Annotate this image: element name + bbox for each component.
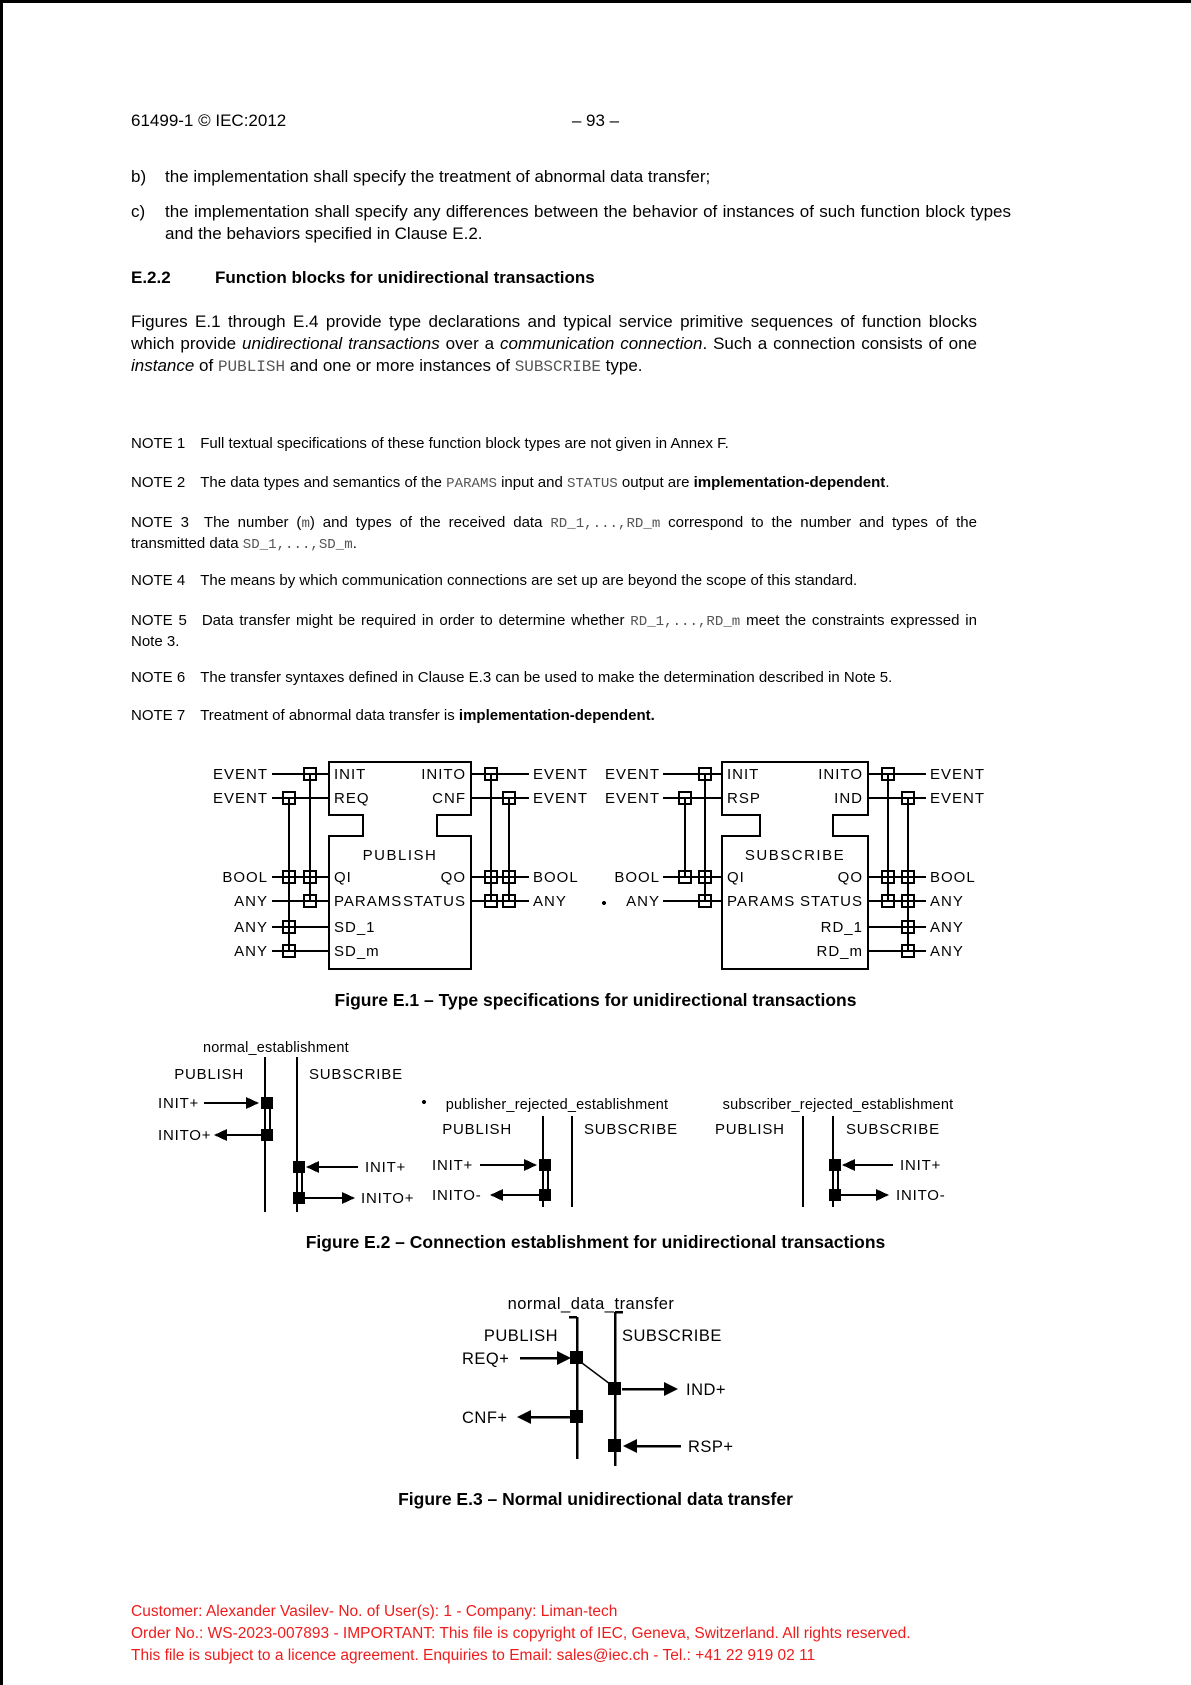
pin-label-ind: IND [834, 790, 863, 807]
note-label: NOTE 6 [131, 669, 186, 686]
list-marker-b: b) [131, 167, 147, 186]
note-label: NOTE 2 [131, 474, 186, 491]
note-text: The transfer syntaxes defined in Clause E.3 can be used to make the determination described in Note 5. [200, 669, 893, 686]
lifeline-label-subscribe: SUBSCRIBE [584, 1121, 678, 1138]
pin-label-req: REQ [334, 790, 370, 807]
figure-e3-diagram [0, 1295, 1191, 1480]
type-label: ANY [930, 919, 964, 936]
event-label-init-plus: INIT+ [365, 1159, 407, 1176]
intro-italic: instance [131, 356, 195, 375]
licence-footer [131, 1601, 1071, 1667]
subscribe-block-labels [605, 766, 985, 960]
footer-licence-line: This file is subject to a licence agreement. Enquiries to Email: sales@iec.ch - Tel.: +41 22 919 02 11 [131, 1647, 816, 1664]
note-text: Data transfer might be required in order to determine whether [201, 612, 631, 629]
note-5 [131, 611, 977, 652]
sequence-subscriber-rejected [715, 1097, 953, 1207]
type-label: ANY [930, 893, 964, 910]
publish-block [272, 762, 529, 969]
sequence-title: normal_establishment [203, 1040, 349, 1056]
intro-run: and one or more instances of [285, 356, 515, 375]
note-text: output are [617, 474, 694, 491]
list-item-c [131, 201, 1011, 245]
causal-link [582, 1363, 610, 1384]
type-label: ANY [234, 919, 268, 936]
sequence-normal-establishment [158, 1040, 414, 1212]
pin-label-inito: INITO [421, 766, 466, 783]
pin-label-status: STATUS [800, 893, 863, 910]
lifeline-label-subscribe: SUBSCRIBE [309, 1066, 403, 1083]
subscribe-block [663, 762, 926, 969]
intro-run: type. [600, 356, 643, 375]
note-bold: implementation-dependent. [458, 707, 655, 724]
event-label-req-plus: REQ+ [462, 1350, 510, 1368]
note-text: meet the constraints expressed in Note 3. [131, 612, 977, 650]
note-2 [131, 473, 977, 494]
note-bold: implementation-dependent [693, 474, 886, 491]
figure-e1-caption: Figure E.1 – Type specifications for unidirectional transactions [334, 990, 857, 1010]
event-label-ind-plus: IND+ [686, 1381, 727, 1399]
type-label: EVENT [930, 766, 986, 783]
status-ref: STATUS [566, 476, 618, 492]
publish-block-labels [213, 766, 588, 960]
type-label: BOOL [614, 869, 660, 886]
pin-label-sd1: SD_1 [334, 919, 376, 936]
note-text: Full textual specifications of these function block types are not given in Annex F. [200, 435, 729, 452]
intro-run: . Such a connection consists of one [702, 334, 977, 353]
event-label-inito-minus: INITO- [896, 1187, 946, 1204]
note-1 [131, 434, 977, 454]
event-label-init-plus: INIT+ [432, 1157, 474, 1174]
sequence-title: subscriber_rejected_establishment [722, 1097, 954, 1113]
params-ref: PARAMS [446, 476, 497, 492]
rd-ref: RD_1,...,RD_m [630, 614, 741, 630]
note-text: Treatment of abnormal data transfer is [200, 707, 459, 724]
event-label-init-plus: INIT+ [900, 1157, 942, 1174]
note-label: NOTE 4 [131, 572, 186, 589]
sequence-publisher-rejected [422, 1097, 678, 1207]
type-label: ANY [234, 943, 268, 960]
section-heading [131, 268, 595, 288]
lifeline-label-publish: PUBLISH [483, 1327, 558, 1345]
pin-label-qi: QI [334, 869, 352, 886]
note-6 [131, 668, 977, 688]
type-label: ANY [234, 893, 268, 910]
intro-paragraph [131, 311, 977, 378]
note-4 [131, 571, 977, 591]
pin-label-qo: QO [837, 869, 863, 886]
figure-e2-caption: Figure E.2 – Connection establishment for unidirectional transactions [305, 1232, 886, 1252]
pin-label-inito: INITO [818, 766, 863, 783]
lifeline-label-subscribe: SUBSCRIBE [622, 1327, 722, 1345]
figure-e3-caption: Figure E.3 – Normal unidirectional data transfer [398, 1489, 793, 1509]
sd-ref: SD_1,...,SD_m [242, 537, 353, 553]
list-item-b-text: the implementation shall specify the treatment of abnormal data transfer; [165, 167, 711, 186]
pin-label-rdm: RD_m [816, 943, 863, 960]
event-label-inito-plus: INITO+ [361, 1190, 415, 1207]
lifeline-label-publish: PUBLISH [174, 1066, 244, 1083]
event-label-init-plus: INIT+ [158, 1095, 200, 1112]
sequence-title: normal_data_transfer [507, 1295, 675, 1313]
pin-label-init: INIT [334, 766, 367, 783]
doc-reference: 61499-1 © IEC:2012 [131, 111, 287, 130]
lifeline-label-publish: PUBLISH [715, 1121, 785, 1138]
note-text: correspond to the number and types of the transmitted data [131, 514, 977, 552]
intro-run: of [194, 356, 218, 375]
type-label: EVENT [604, 790, 660, 807]
note-label: NOTE 3 [131, 514, 189, 531]
intro-italic: unidirectional transactions [242, 334, 440, 353]
block-name-subscribe: SUBSCRIBE [744, 847, 846, 864]
scan-speck [422, 1100, 426, 1104]
subscribe-type-ref: SUBSCRIBE [514, 358, 601, 376]
sequence-title: publisher_rejected_establishment [445, 1097, 669, 1113]
type-label: BOOL [222, 869, 268, 886]
event-label-rsp-plus: RSP+ [688, 1438, 734, 1456]
note-text: . [352, 535, 357, 552]
type-label: EVENT [533, 766, 589, 783]
note-text: . [885, 474, 890, 491]
type-label: EVENT [930, 790, 986, 807]
type-label: ANY [626, 893, 660, 910]
pin-label-qi: QI [727, 869, 745, 886]
type-label: BOOL [533, 869, 579, 886]
note-text: The data types and semantics of the [200, 474, 447, 491]
pin-label-params: PARAMS [334, 893, 403, 910]
note-text: input and [496, 474, 567, 491]
pin-label-qo: QO [440, 869, 466, 886]
scan-edge-top [0, 0, 1191, 3]
intro-run: Figures E.1 through E.4 provide type declarations and typical service primitive sequences of function blocks which provide [131, 312, 977, 353]
type-label: EVENT [212, 790, 268, 807]
note-label: NOTE 1 [131, 435, 186, 452]
event-label-inito-plus: INITO+ [158, 1127, 212, 1144]
event-label-inito-minus: INITO- [432, 1187, 482, 1204]
pin-label-rsp: RSP [727, 790, 761, 807]
intro-run: over a [439, 334, 500, 353]
block-name-publish: PUBLISH [362, 847, 438, 864]
type-label: EVENT [533, 790, 589, 807]
sequence-normal-data-transfer [462, 1295, 734, 1466]
note-text: ) and types of the received data [309, 514, 551, 531]
section-title: Function blocks for unidirectional transactions [215, 268, 595, 287]
note-text: The means by which communication connections are set up are beyond the scope of this standard. [200, 572, 858, 589]
type-label: EVENT [212, 766, 268, 783]
list-marker-c: c) [131, 202, 146, 221]
event-label-cnf-plus: CNF+ [462, 1409, 508, 1427]
footer-order-line: Order No.: WS-2023-007893 - IMPORTANT: This file is copyright of IEC, Geneva, Switzerland. All rights reserved. [131, 1625, 911, 1642]
note-label: NOTE 7 [131, 707, 186, 724]
note-label: NOTE 5 [131, 612, 187, 629]
lifeline-label-subscribe: SUBSCRIBE [846, 1121, 940, 1138]
list-item-c-text: the implementation shall specify any differences between the behavior of instances of such function block types and the behaviors specified in Clause E.2. [165, 202, 1011, 243]
note-3 [131, 513, 977, 555]
note-text: The number ( [203, 514, 302, 531]
m-ref: m [301, 516, 310, 532]
pin-label-init: INIT [727, 766, 760, 783]
pin-label-params: PARAMS [727, 893, 796, 910]
pin-label-cnf: CNF [432, 790, 466, 807]
list-item-b [131, 166, 1011, 188]
type-label: BOOL [930, 869, 976, 886]
pin-label-status: STATUS [403, 893, 466, 910]
scan-speck [602, 901, 606, 905]
section-number: E.2.2 [131, 268, 171, 287]
page-number: – 93 – [571, 111, 620, 130]
figure-e2-diagram [0, 1040, 1191, 1230]
type-label: ANY [930, 943, 964, 960]
note-7 [131, 706, 977, 726]
pin-label-sdm: SD_m [334, 943, 380, 960]
lifeline-label-publish: PUBLISH [442, 1121, 512, 1138]
rd-ref: RD_1,...,RD_m [550, 516, 661, 532]
figure-e1-diagram [0, 750, 1191, 978]
footer-customer-line: Customer: Alexander Vasilev- No. of User(s): 1 - Company: Liman-tech [131, 1603, 618, 1620]
type-label: ANY [533, 893, 567, 910]
intro-italic: communication connection [500, 334, 703, 353]
pin-label-rd1: RD_1 [820, 919, 863, 936]
publish-type-ref: PUBLISH [217, 358, 286, 376]
type-label: EVENT [604, 766, 660, 783]
